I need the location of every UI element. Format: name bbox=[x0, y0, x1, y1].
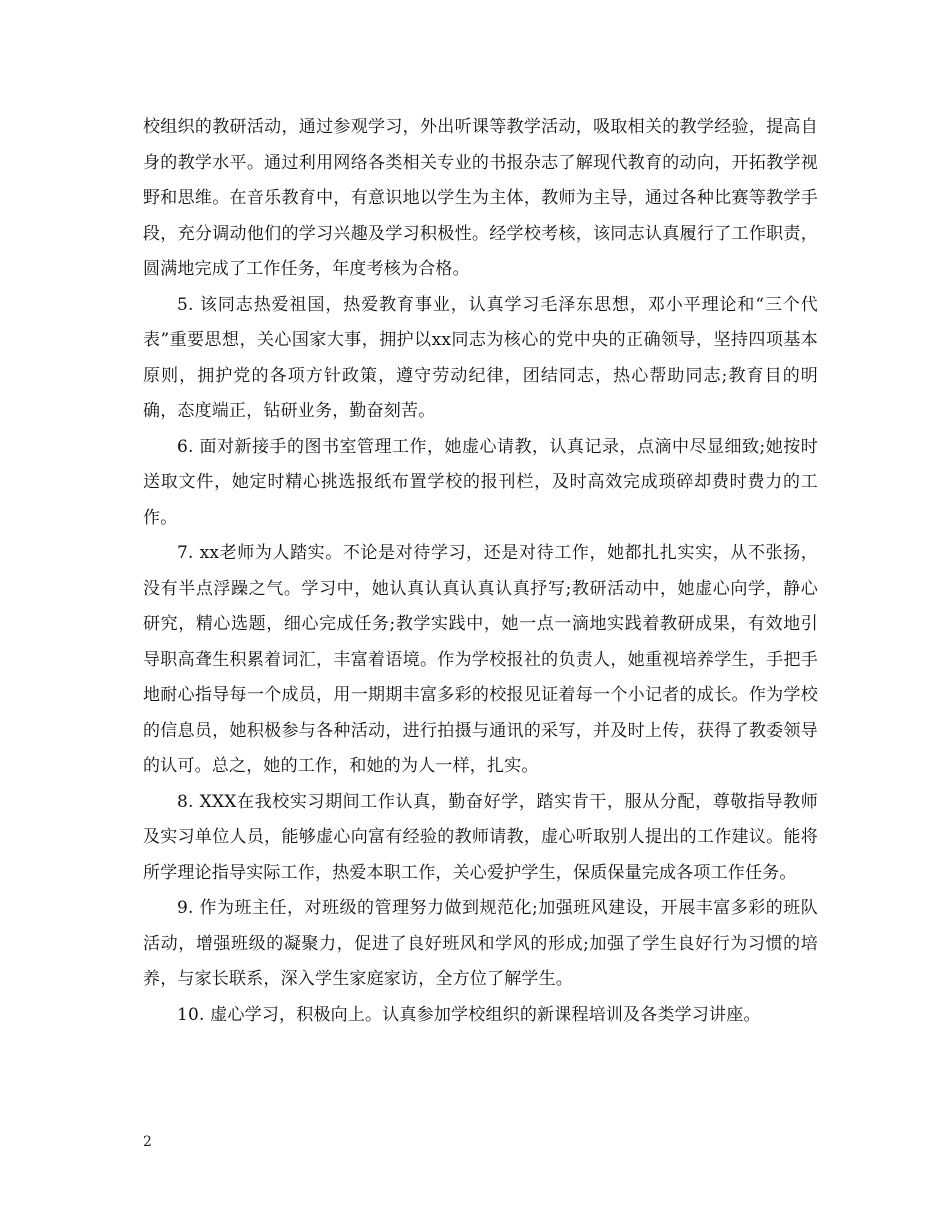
paragraph-item-5: 5. 该同志热爱祖国，热爱教育事业，认真学习毛泽东思想，邓小平理论和“三个代表”重要思想，关心国家大事，拥护以xx同志为核心的党中央的正确领导，坚持四项基本原则，拥护党的各项方针政策，遵守劳动纪律，团结同志，热心帮助同志;教育目的明确，态度端正，钻研业务，勤奋刻苦。 bbox=[143, 294, 818, 421]
paragraph-continuation: 校组织的教研活动，通过参观学习，外出听课等教学活动，吸取相关的教学经验，提高自身的教学水平。通过利用网络各类相关专业的书报杂志了解现代教育的动向，开拓教学视野和思维。在音乐教育中，有意识地以学生为主体，教师为主导，通过各种比赛等教学手段，充分调动他们的学习兴趣及学习积极性。经学校考核，该同志认真履行了工作职责，圆满地完成了工作任务，年度考核为合格。 bbox=[143, 117, 818, 279]
document-body bbox=[143, 110, 818, 1033]
paragraph-item-8: 8. XXX在我校实习期间工作认真，勤奋好学，踏实肯干，服从分配，尊敬指导教师及实习单位人员，能够虚心向富有经验的教师请教，虚心听取别人提出的工作建议。能将所学理论指导实际工作，热爱本职工作，关心爱护学生，保质保量完成各项工作任务。 bbox=[143, 791, 818, 883]
paragraph-item-6: 6. 面对新接手的图书室管理工作，她虚心请教，认真记录，点滴中尽显细致;她按时送取文件，她定时精心挑选报纸布置学校的报刊栏，及时高效完成琐碎却费时费力的工作。 bbox=[143, 436, 818, 528]
page-number: 2 bbox=[143, 1134, 152, 1150]
paragraph-item-10: 10. 虚心学习，积极向上。认真参加学校组织的新课程培训及各类学习讲座。 bbox=[177, 1004, 761, 1025]
paragraph-item-9: 9. 作为班主任，对班级的管理努力做到规范化;加强班风建设，开展丰富多彩的班队活动，增强班级的凝聚力，促进了良好班风和学风的形成;加强了学生良好行为习惯的培养，与家长联系，深入学生家庭家访，全方位了解学生。 bbox=[143, 898, 818, 989]
paragraph-item-7: 7. xx老师为人踏实。不论是对待学习，还是对待工作，她都扎扎实实，从不张扬，没有半点浮躁之气。学习中，她认真认真认真认真抒写;教研活动中，她虚心向学，静心研究，精心选题，细心完成任务;教学实践中，她一点一滴地实践着教研成果，有效地引导职高聋生积累着词汇，丰富着语境。作为学校报社的负责人，她重视培养学生，手把手地耐心指导每一个成员，用一期期丰富多彩的校报见证着每一个小记者的成长。作为学校的信息员，她积极参与各种活动，进行拍摄与通讯的采写，并及时上传，获得了教委领导的认可。总之，她的工作，和她的为人一样，扎实。 bbox=[143, 543, 818, 776]
